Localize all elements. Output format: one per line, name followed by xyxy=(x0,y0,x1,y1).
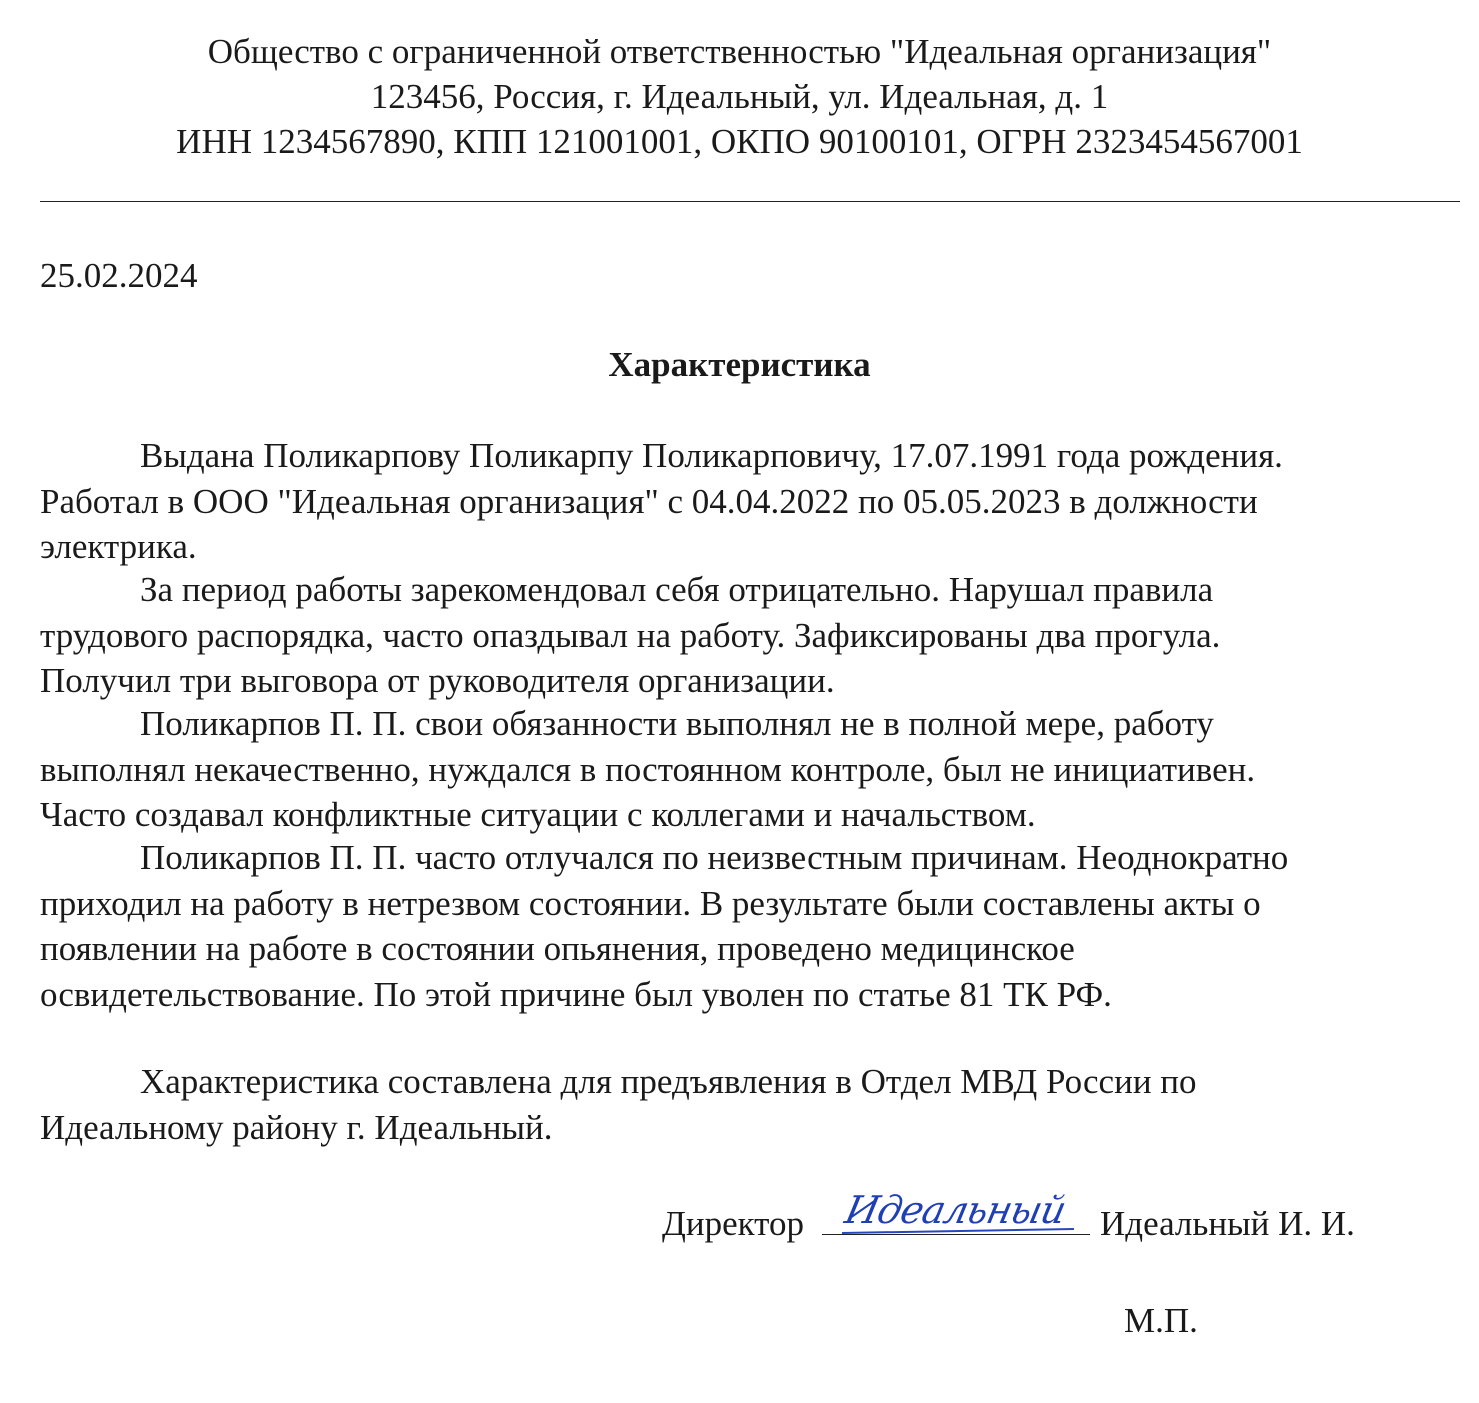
paragraph-line: Работал в ООО "Идеальная организация" с 04.04.2022 по 05.05.2023 в должности xyxy=(40,481,1258,521)
paragraph-line: появлении на работе в состоянии опьянения, проведено медицинское xyxy=(40,929,1075,968)
paragraph-line: электрика. xyxy=(40,527,197,566)
signature-block xyxy=(662,1188,1355,1246)
paragraph-line: трудового распорядка, часто опаздывал на работу. Зафиксированы два прогула. xyxy=(40,615,1221,655)
signature-line xyxy=(822,1188,1090,1235)
paragraph-line: Получил три выговора от руководителя организации. xyxy=(40,661,835,700)
stamp-place: М.П. xyxy=(1124,1301,1198,1340)
paragraph-2 xyxy=(40,567,1479,704)
header-divider xyxy=(40,201,1460,202)
paragraph-line: Идеальному району г. Идеальный. xyxy=(40,1107,553,1147)
org-address: 123456, Россия, г. Идеальный, ул. Идеальная, д. 1 xyxy=(370,77,1109,116)
paragraph-4 xyxy=(40,835,1479,1017)
paragraph-line: Поликарпов П. П. свои обязанности выполнял не в полной мере, работу xyxy=(140,704,1214,743)
paragraph-line: выполнял некачественно, нуждался в постоянном контроле, был не инициативен. xyxy=(40,749,1256,789)
paragraph-5 xyxy=(40,1059,1479,1150)
org-name: Общество с ограниченной ответственностью "Идеальная организация" xyxy=(207,32,1272,71)
document-title: Характеристика xyxy=(608,345,871,384)
paragraph-1 xyxy=(40,433,1479,570)
paragraph-line: освидетельствование. По этой причине был уволен по статье 81 ТК РФ. xyxy=(40,974,1112,1014)
signatory-name: Идеальный И. И. xyxy=(1100,1204,1355,1243)
signatory-position: Директор xyxy=(662,1204,805,1243)
handwritten-signature: Идеальный xyxy=(841,1188,1070,1232)
paragraph-line: Характеристика составлена для предъявления в Отдел МВД России по xyxy=(140,1062,1197,1101)
paragraph-3 xyxy=(40,701,1479,838)
paragraph-line: Выдана Поликарпову Поликарпу Поликарповичу, 17.07.1991 года рождения. xyxy=(140,436,1283,475)
paragraph-line: За период работы зарекомендовал себя отрицательно. Нарушал правила xyxy=(140,570,1214,609)
paragraph-line: приходил на работу в нетрезвом состоянии. В результате были составлены акты о xyxy=(40,883,1261,923)
org-requisites: ИНН 1234567890, КПП 121001001, ОКПО 90100101, ОГРН 2323454567001 xyxy=(176,122,1303,161)
paragraph-line: Поликарпов П. П. часто отлучался по неизвестным причинам. Неоднократно xyxy=(140,838,1289,877)
paragraph-line: Часто создавал конфликтные ситуации с коллегами и начальством. xyxy=(40,795,1036,834)
document-date: 25.02.2024 xyxy=(40,256,198,295)
